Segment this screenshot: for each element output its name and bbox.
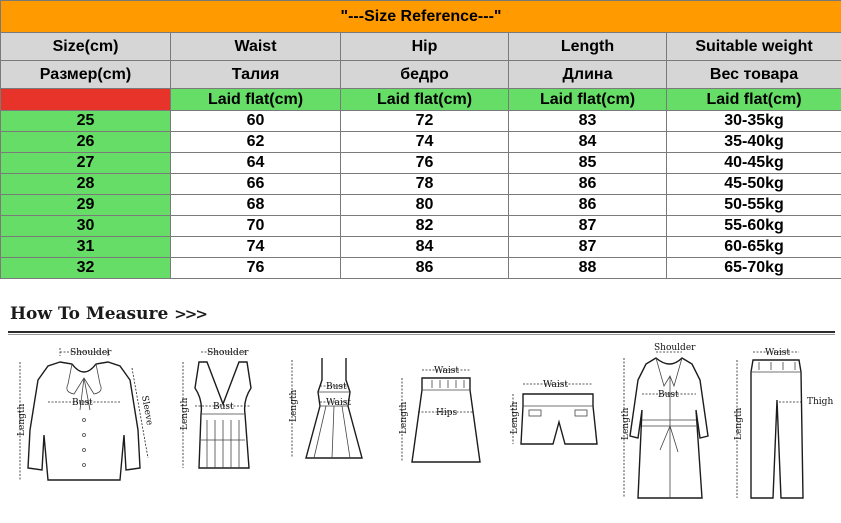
size-cell: 32 bbox=[1, 258, 171, 279]
laid-flat-cell-2: Laid flat(cm) bbox=[341, 89, 509, 111]
header-ru-cell-1: Талия bbox=[171, 61, 341, 89]
table-row bbox=[1, 132, 841, 153]
value-cell: 65-70kg bbox=[667, 258, 841, 279]
blouse-icon bbox=[8, 340, 158, 490]
value-cell: 62 bbox=[171, 132, 341, 153]
shorts-icon bbox=[505, 340, 615, 490]
bust-label: Bust bbox=[72, 398, 93, 408]
table-row bbox=[1, 237, 841, 258]
value-cell: 88 bbox=[509, 258, 667, 279]
value-cell: 87 bbox=[509, 237, 667, 258]
header-ru-cell-4: Вес товара bbox=[667, 61, 841, 89]
table-row bbox=[1, 153, 841, 174]
value-cell: 35-40kg bbox=[667, 132, 841, 153]
size-cell: 28 bbox=[1, 174, 171, 195]
value-cell: 85 bbox=[509, 153, 667, 174]
bust-label: Bust bbox=[326, 382, 347, 392]
laid-flat-cell-4: Laid flat(cm) bbox=[667, 89, 841, 111]
waist-label: Waist bbox=[765, 348, 790, 358]
value-cell: 30-35kg bbox=[667, 111, 841, 132]
header-en-cell-1: Waist bbox=[171, 33, 341, 61]
thigh-label: Thigh bbox=[807, 397, 834, 407]
value-cell: 76 bbox=[341, 153, 509, 174]
value-cell: 66 bbox=[171, 174, 341, 195]
header-en-cell-3: Length bbox=[509, 33, 667, 61]
bust-label: Bust bbox=[213, 402, 234, 412]
value-cell: 60-65kg bbox=[667, 237, 841, 258]
value-cell: 40-45kg bbox=[667, 153, 841, 174]
shoulder-label: Shoulder bbox=[207, 348, 249, 358]
length-label: Length bbox=[180, 397, 190, 430]
header-ru-cell-3: Длина bbox=[509, 61, 667, 89]
value-cell: 45-50kg bbox=[667, 174, 841, 195]
sleeve-label: Sleeve bbox=[139, 394, 155, 427]
waist-label: Waist bbox=[543, 380, 568, 390]
header-en-cell-0: Size(cm) bbox=[1, 33, 171, 61]
table-title: "---Size Reference---" bbox=[1, 1, 841, 33]
value-cell: 86 bbox=[341, 258, 509, 279]
value-cell: 86 bbox=[509, 174, 667, 195]
value-cell: 76 bbox=[171, 258, 341, 279]
value-cell: 72 bbox=[341, 111, 509, 132]
header-en-cell-4: Suitable weight bbox=[667, 33, 841, 61]
size-cell: 30 bbox=[1, 216, 171, 237]
length-label: Length bbox=[399, 401, 409, 434]
value-cell: 70 bbox=[171, 216, 341, 237]
size-cell: 31 bbox=[1, 237, 171, 258]
length-label: Length bbox=[734, 407, 744, 440]
value-cell: 86 bbox=[509, 195, 667, 216]
size-cell: 25 bbox=[1, 111, 171, 132]
bust-label: Bust bbox=[658, 390, 679, 400]
value-cell: 64 bbox=[171, 153, 341, 174]
table-row bbox=[1, 174, 841, 195]
hips-label: Hips bbox=[436, 408, 458, 418]
table-row bbox=[1, 195, 841, 216]
laid-flat-cell-3: Laid flat(cm) bbox=[509, 89, 667, 111]
waist-label: Waist bbox=[434, 366, 459, 376]
divider bbox=[8, 331, 835, 333]
waist-label: Waist bbox=[326, 398, 351, 408]
value-cell: 74 bbox=[341, 132, 509, 153]
header-en-cell-2: Hip bbox=[341, 33, 509, 61]
header-ru-cell-2: бедро bbox=[341, 61, 509, 89]
value-cell: 68 bbox=[171, 195, 341, 216]
mini-dress-icon bbox=[282, 340, 382, 490]
value-cell: 84 bbox=[509, 132, 667, 153]
how-to-measure-heading bbox=[10, 304, 206, 324]
length-label: Length bbox=[621, 407, 631, 440]
tank-top-icon bbox=[165, 340, 275, 490]
size-cell: 29 bbox=[1, 195, 171, 216]
value-cell: 87 bbox=[509, 216, 667, 237]
table-row bbox=[1, 258, 841, 279]
shoulder-label: Shoulder bbox=[70, 348, 112, 358]
length-label: Length bbox=[289, 389, 299, 422]
value-cell: 82 bbox=[341, 216, 509, 237]
length-label: Length bbox=[17, 403, 27, 436]
value-cell: 55-60kg bbox=[667, 216, 841, 237]
how-to-measure-text: How To Measure bbox=[10, 304, 169, 324]
value-cell: 50-55kg bbox=[667, 195, 841, 216]
value-cell: 60 bbox=[171, 111, 341, 132]
length-label: Length bbox=[510, 401, 520, 434]
trench-coat-icon bbox=[614, 340, 724, 520]
value-cell: 74 bbox=[171, 237, 341, 258]
table-row bbox=[1, 111, 841, 132]
laid-flat-cell-1: Laid flat(cm) bbox=[171, 89, 341, 111]
size-cell: 26 bbox=[1, 132, 171, 153]
table-row bbox=[1, 216, 841, 237]
skirt-icon bbox=[390, 340, 500, 490]
shoulder-label: Shoulder bbox=[654, 343, 696, 353]
value-cell: 78 bbox=[341, 174, 509, 195]
value-cell: 84 bbox=[341, 237, 509, 258]
triple-arrow-icon: >>> bbox=[174, 305, 206, 323]
header-ru-cell-0: Размер(cm) bbox=[1, 61, 171, 89]
laid-flat-cell-0 bbox=[1, 89, 171, 111]
trousers-icon bbox=[725, 340, 835, 520]
divider bbox=[8, 334, 835, 335]
value-cell: 83 bbox=[509, 111, 667, 132]
value-cell: 80 bbox=[341, 195, 509, 216]
size-cell: 27 bbox=[1, 153, 171, 174]
